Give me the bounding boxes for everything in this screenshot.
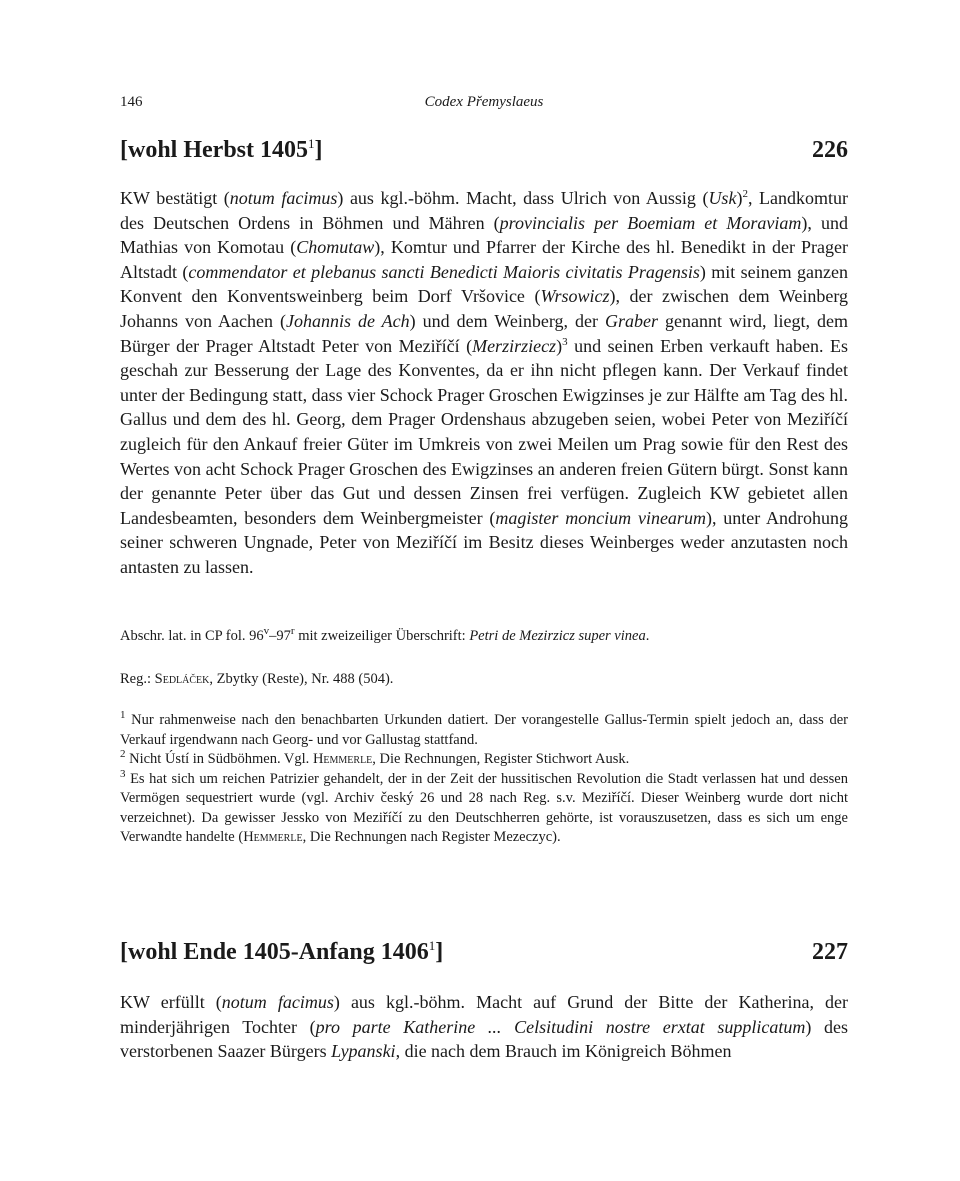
entry-number: 226 bbox=[812, 137, 848, 163]
footnote-mark[interactable]: 3 bbox=[562, 335, 568, 348]
footnote-mark[interactable]: 1 bbox=[308, 136, 315, 151]
entry-date: [wohl Herbst 1405$^1$] bbox=[120, 136, 323, 163]
regest-paragraph: KW erfüllt (notum facimus) aus kgl.-böhm. Macht auf Grund der Bitte der Katherina, der minderjährigen Tochter (pro parte Katherine ... Celsitudini nostre erxtat supplicatum) des verstorbenen Saazer Bürgers Lypanski, die nach dem Brauch im Königreich Böhmen bbox=[120, 992, 849, 1062]
entry-number: 227 bbox=[812, 939, 848, 965]
footnote-2: $^2$ Nicht Ústí in Südböhmen. Vgl. Hemmerle, Die Rechnungen, Register Stichwort Ausk. bbox=[120, 748, 630, 767]
footnote-3: $^3$ Es hat sich um reichen Patrizier gehandelt, der in der Zeit der hussitischen Revolution die Stadt verlassen hat und dessen Vermögen sequestriert wurde (vgl. Archiv český 26 und 28 nach Reg. s.v. Meziříčí. Dieser Weinberg wurde dort nicht verzeichnet). Da gewisser Jessko von Meziříčí zu den Deutschherren gehörte, ist vorauszusetzen, dass es sich um enge Verwandte handelte (Hemmerle, Die Rechnungen nach Register Mezeczyc). bbox=[120, 767, 848, 845]
footnote-mark[interactable]: 1 bbox=[428, 938, 436, 953]
entry-date: [wohl Ende 1405-Anfang 1406$^1$] bbox=[120, 938, 444, 965]
footnote-1: $^1$ Nur rahmenweise nach den benachbarten Urkunden datiert. Der vorangestelle Gallus-Termin spielt jedoch an, dass der Verkauf irgendwann nach Georg- und vor Gallustag stattfand. bbox=[120, 709, 848, 748]
footnote-mark[interactable]: 2 bbox=[742, 188, 748, 200]
abschrift-note: Abschr. lat. in CP fol. 96$^v$–97$^r$ mit zweizeiliger Überschrift: Petri de Mezirzicz super vinea. bbox=[120, 625, 650, 644]
regest-reference: Reg.: Sedláček, Zbytky (Reste), Nr. 488 (504). bbox=[120, 671, 394, 687]
page-number: 146 bbox=[120, 94, 143, 110]
footnotes bbox=[120, 711, 848, 848]
running-title: Codex Přemyslaeus bbox=[424, 94, 544, 110]
regest-paragraph: KW bestätigt (notum facimus) aus kgl.-böhm. Macht, dass Ulrich von Aussig (Usk)$^2$, Landkomtur des Deutschen Ordens in Böhmen und Mähren (provincialis per Boemiam et Moraviam), und Mathias von Komotau (Chomutaw), Komtur und Pfarrer der Kirche des hl. Benedikt in der Prager Altstadt (commendator et plebanus sancti Benedicti Maioris civitatis Pragensis) mit seinem ganzen Konvent den Konventsweinberg beim Dorf Vršovice (Wrsowicz), der zwischen dem Weinberg Johanns von Aachen (Johannis de Ach) und dem Weinberg, der Graber genannt wird, liegt, dem Bürger der Prager Altstadt Peter von Meziříčí (Merzirziecz)$^3$ und seinen Erben verkauft haben. Es geschah zur Besserung der Lage des Konventes, da er ihn nicht pflegen kann. Der Verkauf findet unter der Bedingung statt, dass vier Schock Prager Groschen Ewigzinses je zur Hälfte am Tag des hl. Gallus und dem des hl. Georg, dem Prager Ordenshaus abzugeben seien, wobei Peter von Meziříčí zugleich für den Ankauf freier Güter im Umkreis von zwei Meilen um Prag sowie für den Rest des Wertes von acht Schock Prager Groschen des Ewigzinses an anderen freien Gütern bürgt. Sonst kann der genannte Peter über das Gut und dessen Zinsen frei verfügen. Zugleich KW gebietet allen Landesbeamten, besonders dem Weinbergmeister (magister moncium vinearum), unter Androhung seiner schweren Ungnade, Peter von Meziříčí im Besitz dieses Weinberges weder anzutasten noch antasten zu lassen. bbox=[120, 188, 849, 577]
running-head bbox=[120, 94, 848, 116]
